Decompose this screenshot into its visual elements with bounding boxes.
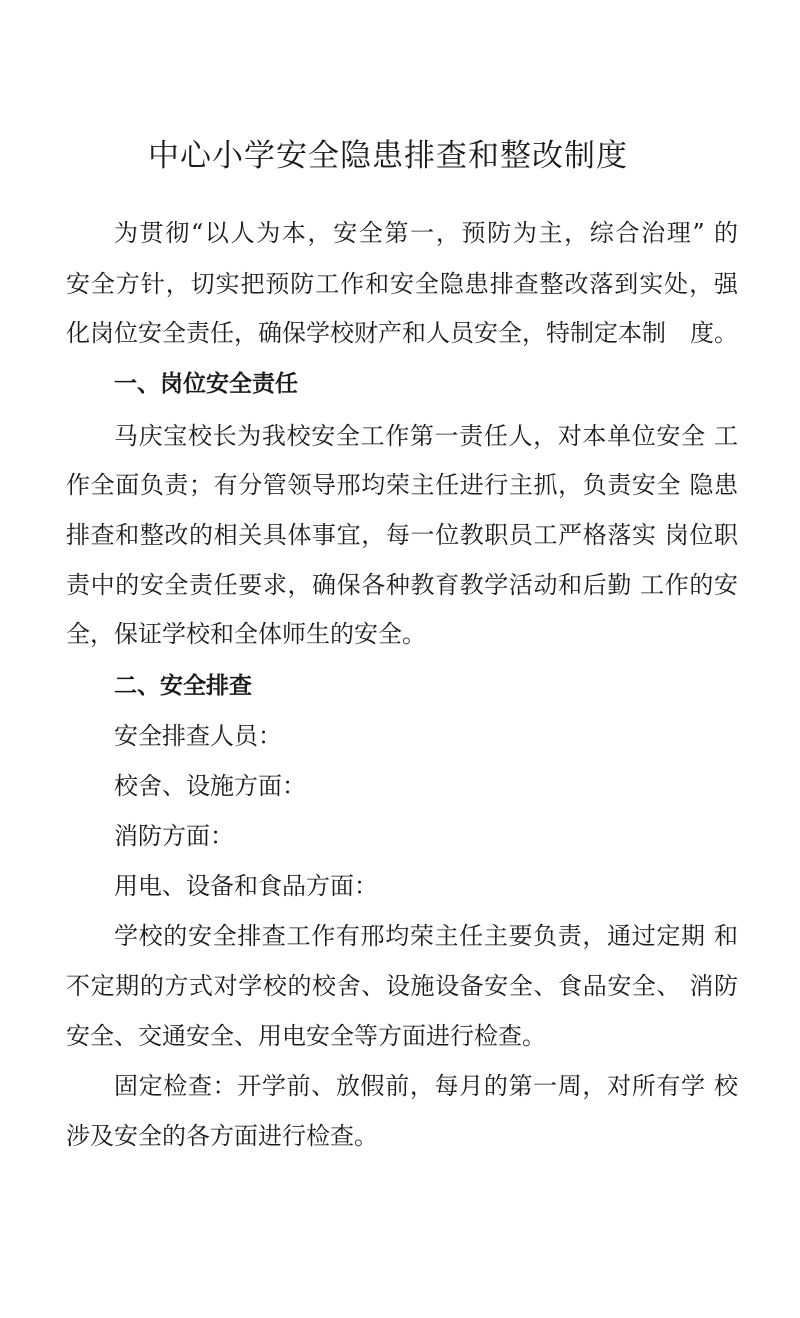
section-1-line-3: 排查和整改的相关具体事宜，每一位教职员工严格落实 岗位职 bbox=[66, 521, 738, 549]
section-2-heading: 二、安全排查 bbox=[114, 673, 252, 699]
section-2-para-2-line-2: 涉及安全的各方面进行检查。 bbox=[66, 1122, 378, 1150]
section-2-item-fire: 消防方面： bbox=[114, 822, 234, 850]
section-1-line-1: 马庆宝校长为我校安全工作第一责任人，对本单位安全 工 bbox=[114, 422, 738, 450]
section-2-para-1-line-1: 学校的安全排查工作有邢均荣主任主要负责，通过定期 和 bbox=[114, 922, 738, 950]
document-title: 中心小学安全隐患排查和整改制度 bbox=[148, 138, 628, 174]
intro-line-1: 为贯彻“以人为本，安全第一，预防为主，综合治理” 的 bbox=[114, 219, 738, 247]
section-2-para-1-line-2: 不定期的方式对学校的校舍、设施设备安全、食品安全、 消防 bbox=[66, 972, 738, 1000]
section-1-line-5: 全，保证学校和全体师生的安全。 bbox=[66, 620, 426, 648]
section-2-item-electric-food: 用电、设备和食品方面： bbox=[114, 872, 378, 900]
section-2-para-1-line-3: 安全、交通安全、用电安全等方面进行检查。 bbox=[66, 1022, 546, 1050]
section-2-para-2-line-1: 固定检查：开学前、放假前，每月的第一周，对所有学 校 bbox=[114, 1072, 738, 1100]
section-1-line-2: 作全面负责；有分管领导邢均荣主任进行主抓，负责安全 隐患 bbox=[66, 471, 738, 499]
section-2-item-buildings: 校舍、设施方面： bbox=[114, 772, 306, 800]
intro-line-3: 化岗位安全责任，确保学校财产和人员安全，特制定本制 度。 bbox=[66, 319, 738, 347]
section-1-line-4: 责中的安全责任要求，确保各种教育教学活动和后勤 工作的安 bbox=[66, 571, 738, 599]
section-1-heading: 一、岗位安全责任 bbox=[114, 371, 298, 397]
intro-line-2: 安全方针，切实把预防工作和安全隐患排查整改落到实处，强 bbox=[66, 270, 738, 298]
section-2-item-personnel: 安全排查人员： bbox=[114, 722, 282, 750]
